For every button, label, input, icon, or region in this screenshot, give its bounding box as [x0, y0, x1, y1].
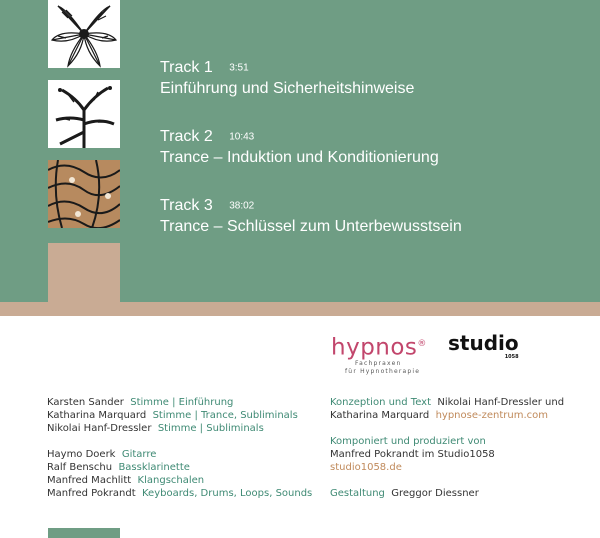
studio-logo: [448, 332, 519, 360]
credits-left: [47, 396, 312, 500]
credit-role: Klangschalen: [137, 475, 205, 486]
concept-names: Nikolai Hanf-Dressler und: [437, 397, 565, 408]
hypnos-wordmark: hypnos: [331, 334, 418, 361]
credit-name: Ralf Benschu: [47, 462, 113, 473]
credit-role: Keyboards, Drums, Loops, Sounds: [141, 488, 313, 499]
tree-artwork-2: [48, 80, 120, 148]
registered-mark: ®: [417, 339, 427, 349]
leaf-artwork-1: [48, 0, 120, 68]
credit-role: Stimme | Einführung: [130, 397, 234, 408]
track-duration: 38:02: [229, 200, 255, 212]
track-duration: 10:43: [229, 131, 255, 143]
credit-role: Stimme | Subliminals: [157, 423, 264, 434]
credit-line: [47, 409, 312, 422]
credit-line: [47, 422, 312, 435]
credit-role: Bassklarinette: [118, 462, 190, 473]
track-title: Trance – Schlüssel zum Unterbewusstsein: [160, 218, 462, 236]
tan-block: [48, 243, 120, 316]
track-2[interactable]: [160, 127, 439, 168]
concept-label: Konzeption und Text: [330, 397, 432, 408]
credit-name: Haymo Doerk: [47, 449, 116, 460]
bottom-green-bar: [48, 528, 120, 538]
design-name: Greggor Diessner: [391, 488, 479, 499]
hypnos-subtitle-1: Fachpraxen: [355, 359, 402, 367]
credit-name: Manfred Machlitt: [47, 475, 132, 486]
credit-role: Gitarre: [121, 449, 157, 460]
concept-names-2: Katharina Marquard: [330, 410, 430, 421]
credit-line: [47, 487, 312, 500]
composed-url-link[interactable]: studio1058.de: [330, 462, 402, 473]
studio-wordmark: studio: [448, 331, 519, 355]
composed-by: Manfred Pokrandt im Studio1058: [330, 449, 495, 460]
credit-role: Stimme | Trance, Subliminals: [152, 410, 298, 421]
track-duration: 3:51: [229, 62, 249, 74]
composed-label: Komponiert und produziert von: [330, 436, 486, 447]
hypnos-logo: [331, 332, 427, 376]
design-label: Gestaltung: [330, 488, 385, 499]
credit-name: Katharina Marquard: [47, 410, 147, 421]
credit-line: [47, 461, 312, 474]
credit-name: Nikolai Hanf-Dressler: [47, 423, 152, 434]
credit-line: [47, 396, 312, 409]
track-number: Track 2: [160, 128, 213, 145]
hypnos-subtitle-2: für Hypnotherapie: [345, 367, 421, 375]
track-title: Einführung und Sicherheitshinweise: [160, 80, 415, 98]
track-number: Track 3: [160, 197, 213, 214]
track-3[interactable]: [160, 196, 462, 237]
pattern-artwork-3: [48, 160, 120, 228]
credit-name: Karsten Sander: [47, 397, 124, 408]
credit-line: [47, 448, 312, 461]
credit-line: [47, 474, 312, 487]
track-title: Trance – Induktion und Konditionierung: [160, 149, 439, 167]
credits-right: [330, 396, 564, 500]
track-number: Track 1: [160, 59, 213, 76]
credit-name: Manfred Pokrandt: [47, 488, 136, 499]
studio-number: 1058: [504, 354, 519, 360]
track-1[interactable]: [160, 58, 414, 99]
concept-url-link[interactable]: hypnose-zentrum.com: [435, 410, 548, 421]
